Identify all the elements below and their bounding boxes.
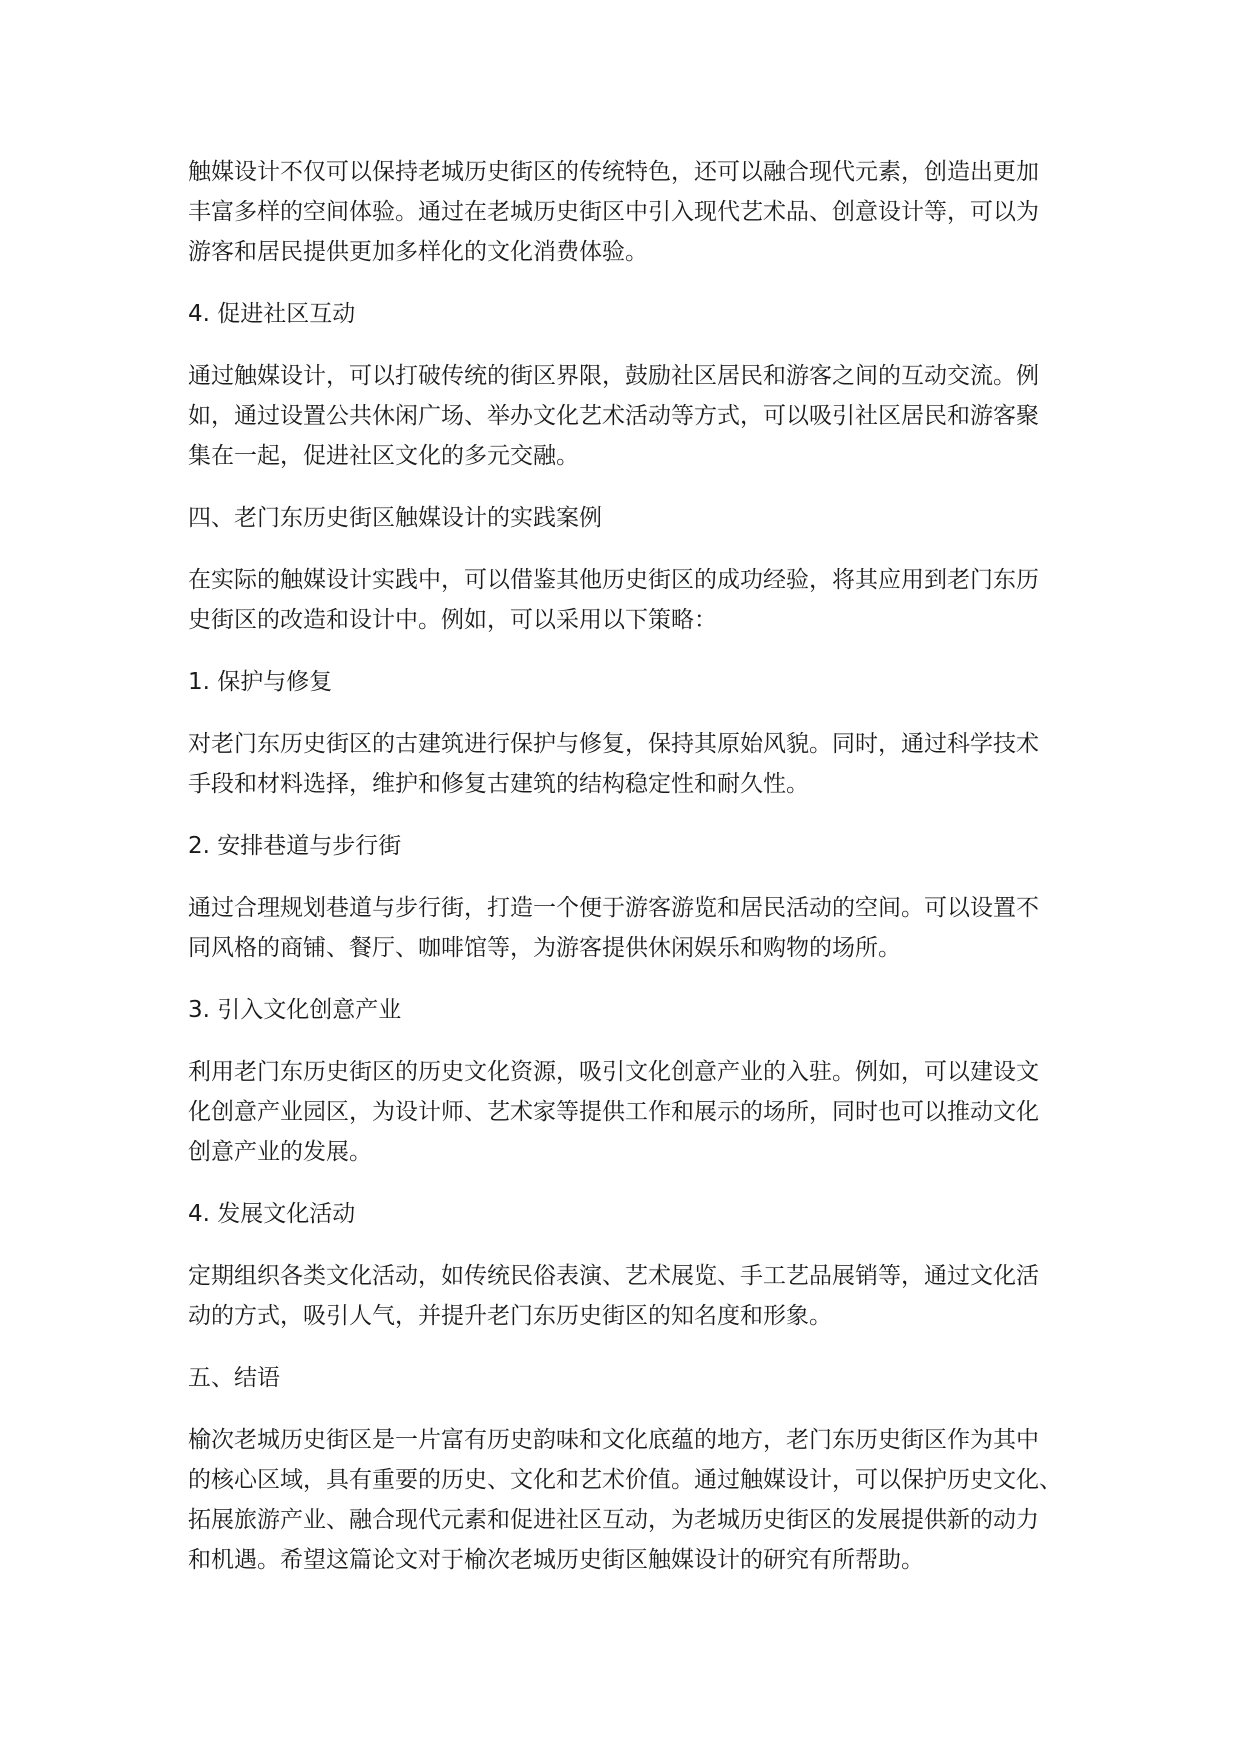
paragraph-community-interaction: 通过触媒设计，可以打破传统的街区界限，鼓励社区居民和游客之间的互动交流。例 如，通过设置公共休闲广场、举办文化艺术活动等方式，可以吸引社区居民和游客聚 集在一起，促进社区文化的多元交融。 xyxy=(188,363,1039,469)
document-page xyxy=(188,152,1068,1580)
paragraph-modern-elements: 触媒设计不仅可以保持老城历史街区的传统特色，还可以融合现代元素，创造出更加 丰富多样的空间体验。通过在老城历史街区中引入现代艺术品、创意设计等，可以为 游客和居民提供更加多样化的文化消费体验。 xyxy=(188,159,1039,265)
heading-protection-restoration: 1. 保护与修复 xyxy=(188,669,333,695)
paragraph-protection-restoration: 对老门东历史街区的古建筑进行保护与修复，保持其原始风貌。同时，通过科学技术 手段和材料选择，维护和修复古建筑的结构稳定性和耐久性。 xyxy=(188,731,1039,797)
heading-alleys-pedestrian: 2. 安排巷道与步行街 xyxy=(188,833,402,859)
heading-section-four: 四、老门东历史街区触媒设计的实践案例 xyxy=(188,505,602,531)
paragraph-cultural-activities: 定期组织各类文化活动，如传统民俗表演、艺术展览、手工艺品展销等，通过文化活 动的方式，吸引人气，并提升老门东历史街区的知名度和形象。 xyxy=(188,1263,1039,1329)
paragraph-creative-industry: 利用老门东历史街区的历史文化资源，吸引文化创意产业的入驻。例如，可以建设文 化创意产业园区，为设计师、艺术家等提供工作和展示的场所，同时也可以推动文化 创意产业的发展。 xyxy=(188,1059,1039,1165)
paragraph-alleys-pedestrian: 通过合理规划巷道与步行街，打造一个便于游客游览和居民活动的空间。可以设置不 同风格的商铺、餐厅、咖啡馆等，为游客提供休闲娱乐和购物的场所。 xyxy=(188,895,1039,961)
heading-cultural-activities: 4. 发展文化活动 xyxy=(188,1201,356,1227)
paragraph-conclusion: 榆次老城历史街区是一片富有历史韵味和文化底蕴的地方，老门东历史街区作为其中 的核心区域，具有重要的历史、文化和艺术价值。通过触媒设计，可以保护历史文化、 拓展旅游产业、融合现代元素和促进社区互动，为老城历史街区的发展提供新的动力 和机遇。希望这篇论文对于榆次老城历史街区触媒设计的研究有所帮助。 xyxy=(188,1427,1062,1573)
heading-community-interaction: 4. 促进社区互动 xyxy=(188,301,356,327)
paragraph-practice-intro: 在实际的触媒设计实践中，可以借鉴其他历史街区的成功经验，将其应用到老门东历 史街区的改造和设计中。例如，可以采用以下策略： xyxy=(188,567,1039,633)
heading-conclusion: 五、结语 xyxy=(188,1365,280,1391)
heading-creative-industry: 3. 引入文化创意产业 xyxy=(188,997,402,1023)
